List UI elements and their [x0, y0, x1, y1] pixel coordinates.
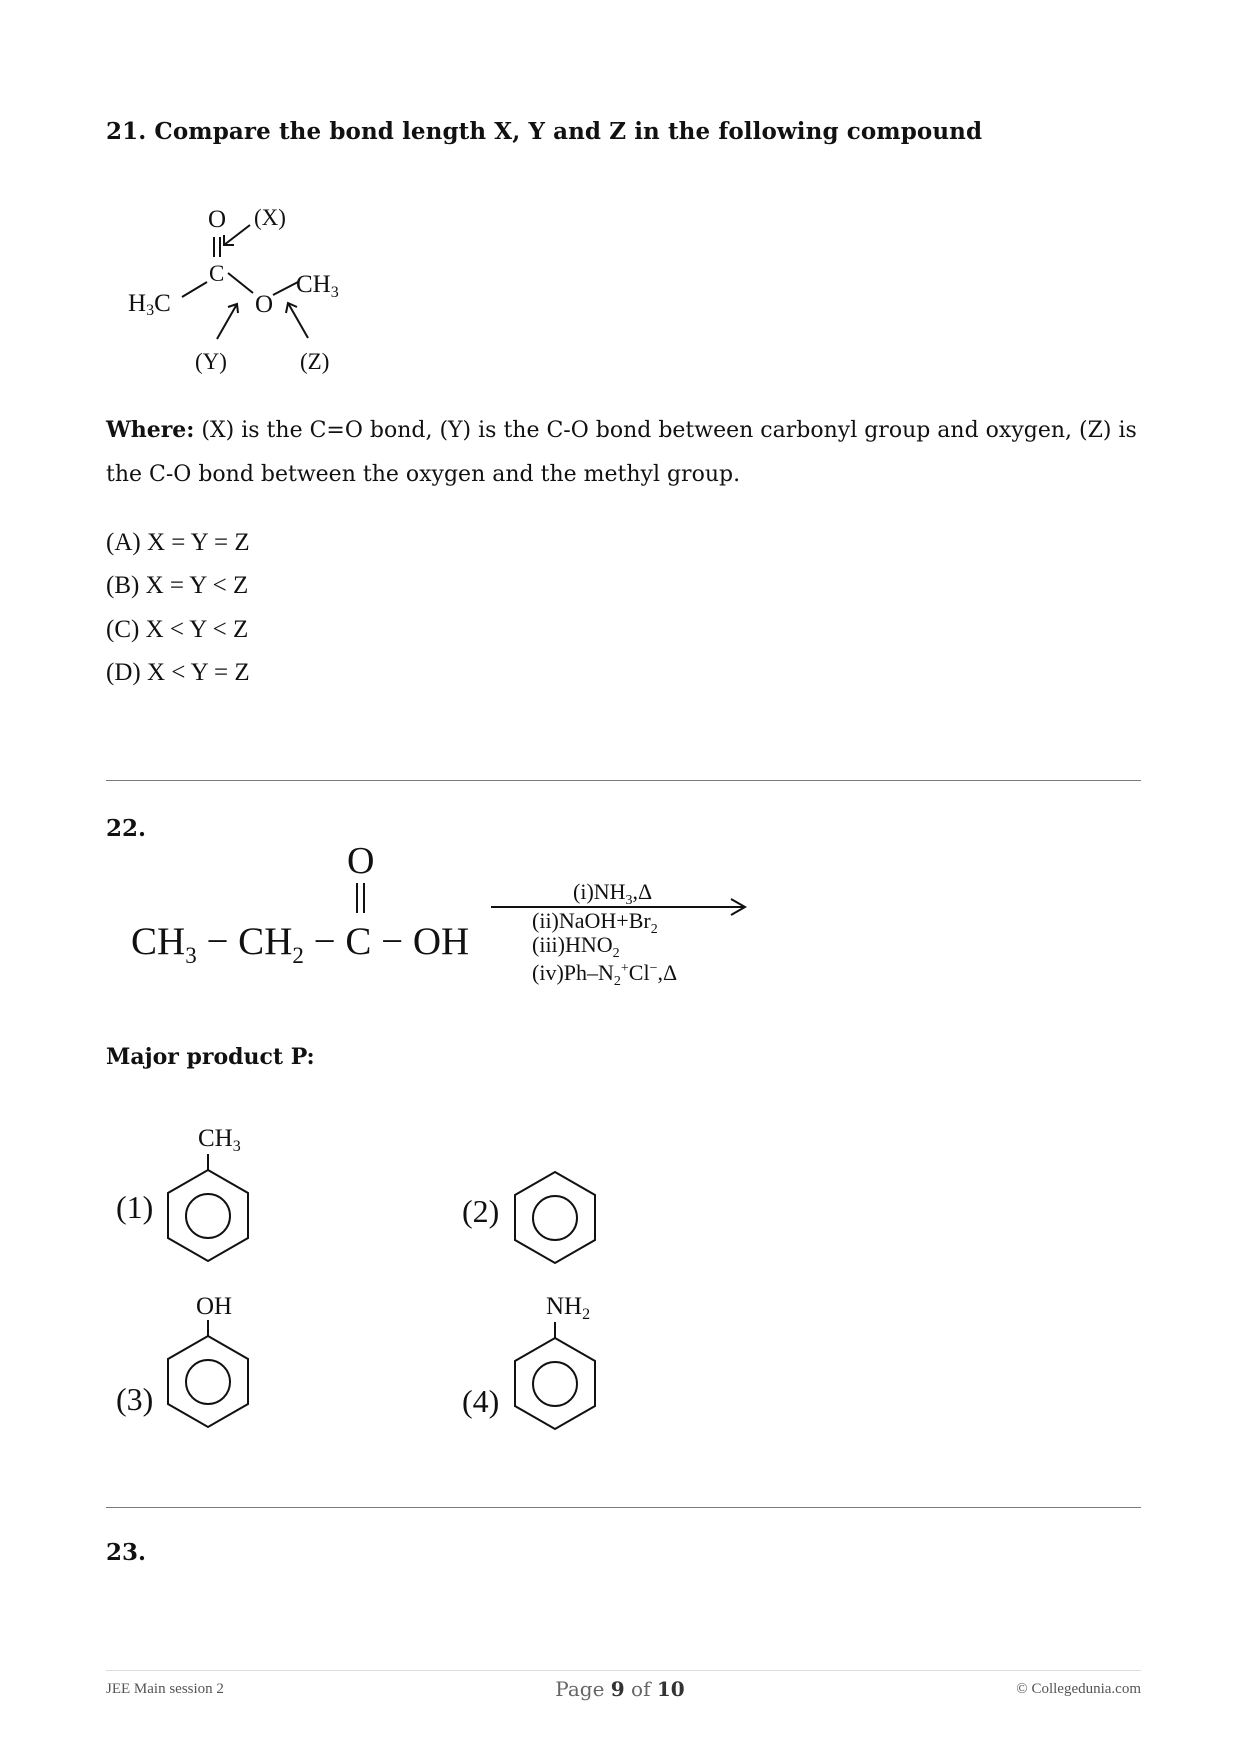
footer-exam-name: JEE Main session 2 — [106, 1681, 224, 1697]
benzene-ring-4 — [515, 1322, 595, 1429]
acid-carbonyl-oxygen: O — [347, 840, 375, 882]
page-indicator: Page 9 of 10 — [555, 1677, 685, 1701]
choice-3-substituent: OH — [196, 1293, 233, 1320]
condition-4: $(iv)Ph-N_2^+Cl^-,\Delta$ — [532, 960, 678, 989]
divider — [106, 780, 1141, 781]
h3c-group: H3C — [128, 290, 171, 319]
option-d[interactable]: (D) X < Y = Z — [106, 659, 250, 686]
divider — [106, 1507, 1141, 1508]
benzene-ring-2 — [515, 1172, 595, 1263]
label-y: (Y) — [195, 349, 227, 374]
carbonyl-oxygen: O — [208, 206, 227, 233]
condition-1: $(i)NH_3,\Delta$ — [573, 879, 653, 908]
carbonyl-carbon: C — [209, 261, 225, 286]
ch3-group: $CH_3$ — [296, 271, 339, 301]
option-a[interactable]: (A) X = Y = Z — [106, 529, 250, 556]
benzene-ring-1 — [168, 1154, 248, 1261]
structure-bonds — [182, 225, 308, 339]
choice-4[interactable] — [460, 1290, 620, 1455]
question-21-title: 21. Compare the bond length X, Y and Z in the following compound — [106, 118, 983, 145]
condition-2: $(ii)NaOH+Br_2$ — [532, 908, 658, 937]
reaction-scheme — [125, 835, 765, 1005]
reactant-formula: $CH_3 - CH_2 - C$ − OH — [131, 920, 470, 968]
choice-2-number: (2) — [462, 1193, 500, 1229]
option-c[interactable]: (C) X < Y < Z — [106, 616, 249, 643]
choice-4-substituent: $NH_2$ — [546, 1293, 591, 1323]
benzene-ring-3 — [168, 1320, 248, 1427]
choice-4-number: (4) — [462, 1383, 500, 1419]
question-22-number: 22. — [106, 815, 147, 842]
choice-1-substituent: $CH_3$ — [198, 1125, 241, 1155]
acid-double-bond — [357, 883, 364, 913]
choice-3[interactable] — [110, 1290, 270, 1455]
condition-3: $(iii)HNO_2$ — [532, 932, 620, 961]
major-product-label: Major product P: — [106, 1044, 315, 1070]
ether-oxygen: O — [255, 291, 274, 318]
question-23-number: 23. — [106, 1539, 147, 1566]
footer-divider — [106, 1670, 1141, 1671]
label-x: (X) — [254, 205, 286, 230]
footer-copyright[interactable]: © Collegedunia.com — [1016, 1681, 1141, 1697]
choice-1-number: (1) — [116, 1189, 154, 1225]
choice-2[interactable] — [460, 1160, 620, 1280]
choice-3-number: (3) — [116, 1381, 154, 1417]
choice-1[interactable] — [110, 1120, 270, 1285]
ester-structure-diagram — [110, 195, 370, 380]
label-z: (Z) — [300, 349, 330, 374]
question-21-explanation: Where: (X) is the C=O bond, (Y) is the C-O bond between carbonyl group and oxygen, (Z) is the C-O bond between the oxygen and the methyl group. — [106, 417, 1137, 487]
option-b[interactable]: (B) X = Y < Z — [106, 572, 249, 599]
